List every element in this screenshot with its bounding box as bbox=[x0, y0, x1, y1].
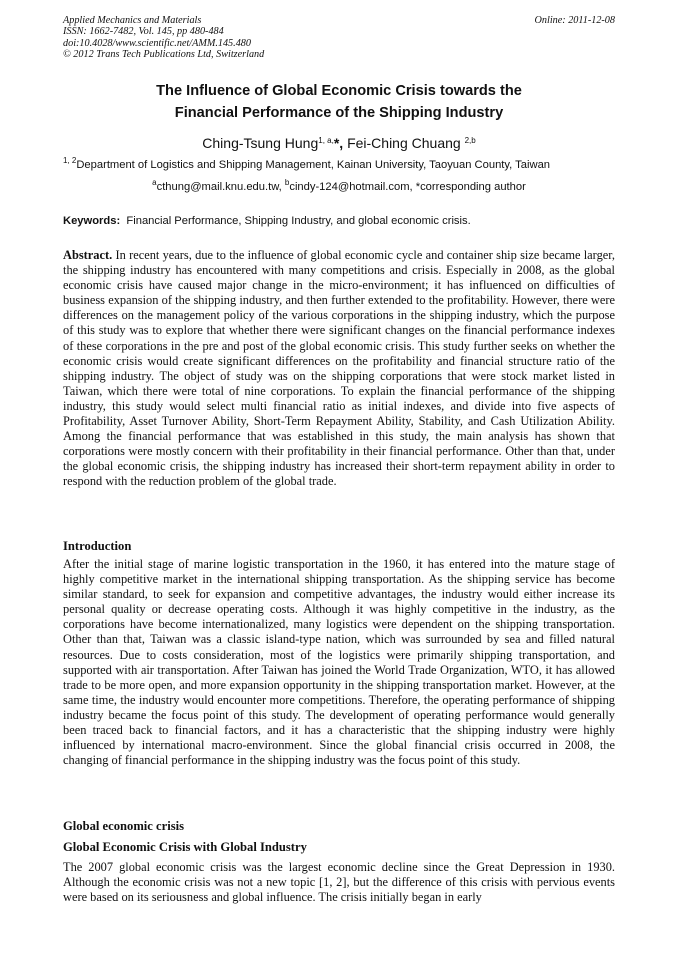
title-line-1: The Influence of Global Economic Crisis towards the bbox=[156, 83, 522, 99]
keywords bbox=[63, 213, 615, 229]
abstract-text: In recent years, due to the influence of global economic cycle and container ship size became larger, the shipping industry has encountered with many competitions and crisis. Especially in 2008, as the global economic crisis have caused major change in the micro-environment; it has influenced on difficulties of business expansion of the shipping industry, and then further extended to the profitability. However, there were differences on the management policy of the various corporations in the shipping industry, which the purpose of this study was to explore that whether there were significant changes on the financial performance indexes of these corporations in the pre and post of the global economic crisis. This study further seeks on whether the economic crisis would create significant differences on the profitability and financial structure ratio of the shipping industry. The object of study was on the shipping corporations that were stock market listed in Taiwan, which there were total of nine corporations. To explain the financial performance of the shipping industry, this study would select multi financial ratio as initial indexes, and divide into five aspects of Profitability, Asset Turnover Ability, Short-Term Repayment Ability, Stability, and Cash Utilization Ability. Among the financial performance that was established in this study, the main analysis has shown that corporations were mostly concern with their profitability in their financial performance. Other than that, under the global economic crisis, the shipping industry has increased their short-term repayment ability in order to respond with the reduction problem of the global trade. bbox=[63, 248, 615, 489]
global-crisis-paragraph: The 2007 global economic crisis was the largest economic decline since the Great Depression in 1930. Although the economic crisis was not a new topic [1, 2], but the difference of this crisis with pervious events were based on its seriousness and global influence. The crisis initially began in early bbox=[63, 860, 615, 905]
title-line-2: Financial Performance of the Shipping Industry bbox=[174, 105, 504, 121]
affiliation-sup: 1, 2 bbox=[63, 156, 77, 165]
keywords-label: Keywords: bbox=[63, 215, 121, 227]
keywords-text: Financial Performance, Shipping Industry, and global economic crisis. bbox=[120, 215, 471, 227]
author-list bbox=[63, 133, 615, 153]
global-crisis-subheading: Global Economic Crisis with Global Industry bbox=[63, 840, 307, 854]
author-1-affil-sup: 1, a, bbox=[318, 136, 334, 145]
email-a-sup: a bbox=[152, 178, 157, 187]
copyright-line: © 2012 Trans Tech Publications Ltd, Switzerland bbox=[63, 49, 265, 61]
journal-header bbox=[63, 15, 615, 61]
journal-name: Applied Mechanics and Materials bbox=[63, 15, 202, 26]
author-2-affil-sup: 2,b bbox=[464, 136, 476, 145]
global-crisis-heading: Global economic crisis bbox=[63, 819, 185, 833]
issn-line: ISSN: 1662-7482, Vol. 145, pp 480-484 bbox=[63, 26, 224, 38]
online-date: Online: 2011-12-08 bbox=[534, 15, 615, 26]
doi-line: doi:10.4028/www.scientific.net/AMM.145.480 bbox=[63, 37, 251, 49]
author-separator: , bbox=[339, 135, 348, 151]
email-line bbox=[63, 179, 615, 195]
corresponding-star: * bbox=[333, 135, 340, 151]
author-1-name: Ching-Tsung Hung bbox=[202, 135, 319, 151]
abstract bbox=[63, 248, 615, 490]
affiliation-text: Department of Logistics and Shipping Management, Kainan University, Taoyuan County, Taiwan bbox=[76, 159, 551, 171]
affiliation bbox=[63, 157, 623, 173]
introduction-heading: Introduction bbox=[63, 539, 132, 553]
email-a: cthung@mail.knu.edu.tw, bbox=[156, 181, 285, 193]
introduction-paragraph: After the initial stage of marine logistic transportation in the 1960, it has entered into the mature stage of highly competitive market in the international shipping transportation. As the shipping service has become similar standard, to seek for expansion and competitive advantages, the industry would either increase its personal quality or decrease operating costs. Although it was highly competitive in the industry, as the corporations have become internationalized, many logistics were dependent on the shipping transportation. Other than that, Taiwan was a classic island-type nation, which was surrounded by sea and filled natural resources. Due to costs consideration, most of the logistics were primarily shipping transportation, and supported with air transportation. After Taiwan has joined the World Trade Organization, WTO, it has allowed trade to be more open, and more expansion opportunity in the shipping transportation market. However, at the same time, the industry would encounter more competitions. Therefore, the operating performance of shipping industry became the focus point of this study. The development of operating performance would generally been traced back to financial factors, and it has a characteristic that the shipping industry were highly influenced by international macro-environment. Since the global financial crisis occurred in 2008, the changing of financial performance in the shipping industry was the focus point of this study. bbox=[63, 557, 615, 768]
abstract-label: Abstract. bbox=[63, 248, 113, 262]
email-b: cindy-124@hotmail.com, *corresponding author bbox=[289, 181, 526, 193]
email-b-sup: b bbox=[284, 178, 290, 187]
paper-title bbox=[63, 80, 615, 124]
author-2-name: Fei-Ching Chuang bbox=[347, 135, 465, 151]
